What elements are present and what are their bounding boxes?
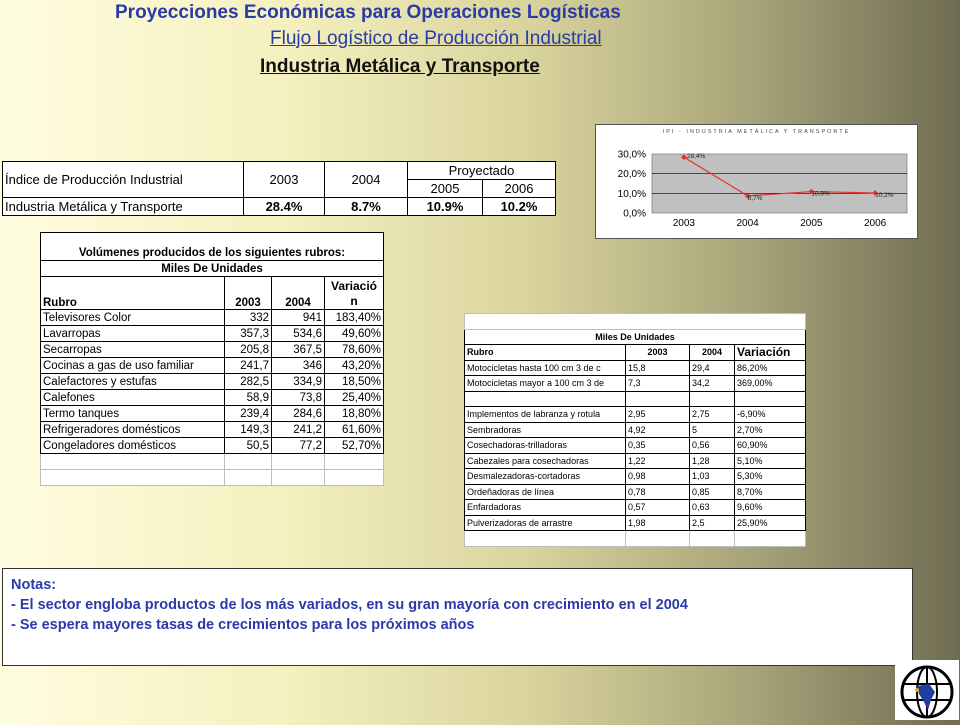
machinery-cell-2003: 1,22 xyxy=(626,453,690,469)
chart-plot-area xyxy=(652,154,907,213)
machinery-cell-rubro: Enfardadoras xyxy=(465,500,626,516)
machinery-cell-2004 xyxy=(690,391,735,407)
machinery-row xyxy=(465,360,806,376)
volumes-row xyxy=(41,438,384,454)
volumes-cell-2004: 534,6 xyxy=(272,326,325,342)
chart-x-tick-label: 2005 xyxy=(800,218,823,229)
volumes-cell-rubro: Cocinas a gas de uso familiar xyxy=(41,358,225,374)
volumes-cell-rubro: Termo tanques xyxy=(41,406,225,422)
volumes-row xyxy=(41,406,384,422)
volumes-cell-rubro: Congeladores domésticos xyxy=(41,438,225,454)
volumes-cell-variacion: 43,20% xyxy=(325,358,384,374)
volumes-row xyxy=(41,422,384,438)
volumes-cell-2003: 149,3 xyxy=(225,422,272,438)
machinery-cell-2004: 5 xyxy=(690,422,735,438)
volumes-title: Volúmenes producidos de los siguientes rubros: xyxy=(41,245,384,261)
machinery-row xyxy=(465,438,806,454)
ipi-value-2003: 28.4% xyxy=(244,198,325,216)
volumes-row xyxy=(41,310,384,326)
machinery-cell-rubro: Motocicletas hasta 100 cm 3 de c xyxy=(465,360,626,376)
machinery-cell-2003: 0,98 xyxy=(626,469,690,485)
machinery-header-2004: 2004 xyxy=(690,345,735,361)
volumes-cell-2004: 334,9 xyxy=(272,374,325,390)
machinery-row xyxy=(465,500,806,516)
machinery-row xyxy=(465,391,806,407)
machinery-cell-variacion: 60,90% xyxy=(735,438,806,454)
machinery-cell-variacion: 369,00% xyxy=(735,376,806,392)
ipi-chart xyxy=(595,124,918,239)
ipi-col-2005: 2005 xyxy=(408,180,483,198)
volumes-cell-2003: 241,7 xyxy=(225,358,272,374)
chart-data-label: 10,9% xyxy=(811,190,830,198)
volumes-cell-2004: 284,6 xyxy=(272,406,325,422)
chart-data-label: 8,7% xyxy=(747,194,763,202)
globe-logo xyxy=(895,660,959,720)
volumes-cell-2003: 50,5 xyxy=(225,438,272,454)
volumes-cell-2003: 239,4 xyxy=(225,406,272,422)
volumes-cell-2004: 346 xyxy=(272,358,325,374)
chart-y-tick-label: 30,0% xyxy=(617,149,646,161)
subtitle-link[interactable]: Flujo Logístico de Producción Industrial xyxy=(270,28,602,49)
machinery-row xyxy=(465,376,806,392)
machinery-cell-2004: 1,28 xyxy=(690,453,735,469)
machinery-header-rubro: Rubro xyxy=(465,345,626,361)
ipi-col-2004: 2004 xyxy=(325,162,408,198)
ipi-header-label: Índice de Producción Industrial xyxy=(3,162,244,198)
machinery-cell-variacion: 86,20% xyxy=(735,360,806,376)
main-title: Proyecciones Económicas para Operaciones Logísticas xyxy=(115,2,621,23)
chart-y-tick-label: 0,0% xyxy=(623,208,646,220)
volumes-cell-rubro: Refrigeradores domésticos xyxy=(41,422,225,438)
volumes-cell-2003: 205,8 xyxy=(225,342,272,358)
volumes-cell-variacion: 61,60% xyxy=(325,422,384,438)
machinery-row xyxy=(465,484,806,500)
chart-svg xyxy=(596,125,917,238)
chart-y-tick-label: 10,0% xyxy=(617,188,646,200)
notes-panel xyxy=(2,568,913,666)
machinery-cell-rubro: Cabezales para cosechadoras xyxy=(465,453,626,469)
volumes-header-2003: 2003 xyxy=(225,277,272,310)
machinery-cell-rubro: Motocicletas mayor a 100 cm 3 de xyxy=(465,376,626,392)
machinery-cell-2003: 1,98 xyxy=(626,515,690,531)
section-title: Industria Metálica y Transporte xyxy=(260,56,540,77)
machinery-cell-variacion: -6,90% xyxy=(735,407,806,423)
notes-heading: Notas: xyxy=(11,577,57,593)
volumes-header-2004: 2004 xyxy=(272,277,325,310)
volumes-cell-2003: 332 xyxy=(225,310,272,326)
machinery-row xyxy=(465,453,806,469)
machinery-title: Miles De Unidades xyxy=(465,329,806,345)
machinery-row xyxy=(465,515,806,531)
machinery-cell-variacion: 9,60% xyxy=(735,500,806,516)
machinery-row xyxy=(465,407,806,423)
machinery-cell-2003: 0,78 xyxy=(626,484,690,500)
machinery-cell-variacion: 8,70% xyxy=(735,484,806,500)
volumes-cell-variacion: 49,60% xyxy=(325,326,384,342)
machinery-row xyxy=(465,422,806,438)
chart-x-tick-label: 2006 xyxy=(864,218,887,229)
machinery-table xyxy=(464,313,806,547)
volumes-row xyxy=(41,342,384,358)
notes-line-2: - Se espera mayores tasas de crecimientos para los próximos años xyxy=(11,617,475,633)
volumes-cell-2004: 367,5 xyxy=(272,342,325,358)
machinery-cell-2003: 4,92 xyxy=(626,422,690,438)
volumes-cell-rubro: Calefones xyxy=(41,390,225,406)
volumes-row xyxy=(41,374,384,390)
volumes-header-rubro: Rubro xyxy=(41,277,225,310)
machinery-cell-variacion xyxy=(735,391,806,407)
machinery-cell-2004: 0,85 xyxy=(690,484,735,500)
volumes-cell-2004: 77,2 xyxy=(272,438,325,454)
volumes-cell-variacion: 18,50% xyxy=(325,374,384,390)
machinery-cell-2004: 29,4 xyxy=(690,360,735,376)
machinery-cell-rubro xyxy=(465,391,626,407)
machinery-cell-2004: 2,5 xyxy=(690,515,735,531)
ipi-col-2006: 2006 xyxy=(483,180,556,198)
volumes-cell-rubro: Calefactores y estufas xyxy=(41,374,225,390)
volumes-table xyxy=(40,232,384,486)
volumes-cell-variacion: 25,40% xyxy=(325,390,384,406)
machinery-row xyxy=(465,469,806,485)
ipi-table xyxy=(2,161,556,216)
machinery-cell-2003 xyxy=(626,391,690,407)
machinery-cell-2003: 0,35 xyxy=(626,438,690,454)
ipi-col-2003: 2003 xyxy=(244,162,325,198)
machinery-header-2003: 2003 xyxy=(626,345,690,361)
machinery-cell-variacion: 5,30% xyxy=(735,469,806,485)
machinery-cell-2003: 0,57 xyxy=(626,500,690,516)
chart-data-label: 10,2% xyxy=(875,191,894,199)
machinery-cell-rubro: Implementos de labranza y rotula xyxy=(465,407,626,423)
machinery-cell-2004: 2,75 xyxy=(690,407,735,423)
volumes-cell-variacion: 52,70% xyxy=(325,438,384,454)
notes-line-1: - El sector engloba productos de los más variados, en su gran mayoría con crecimiento en el 2004 xyxy=(11,597,688,613)
ipi-value-2005: 10.9% xyxy=(408,198,483,216)
volumes-row xyxy=(41,358,384,374)
machinery-cell-2004: 0,63 xyxy=(690,500,735,516)
volumes-cell-rubro: Televisores Color xyxy=(41,310,225,326)
chart-title: IPI - INDUSTRIA METÁLICA Y TRANSPORTE xyxy=(662,129,851,135)
chart-x-tick-label: 2004 xyxy=(736,218,759,229)
machinery-cell-rubro: Ordeñadoras de línea xyxy=(465,484,626,500)
chart-y-tick-label: 20,0% xyxy=(617,169,646,181)
machinery-cell-variacion: 5,10% xyxy=(735,453,806,469)
machinery-cell-2003: 15,8 xyxy=(626,360,690,376)
volumes-cell-2004: 241,2 xyxy=(272,422,325,438)
volumes-cell-rubro: Secarropas xyxy=(41,342,225,358)
volumes-subtitle: Miles De Unidades xyxy=(41,261,384,277)
machinery-cell-rubro: Cosechadoras-trilladoras xyxy=(465,438,626,454)
globe-logo-icon xyxy=(895,660,959,720)
machinery-header-variacion: Variación xyxy=(735,345,806,361)
machinery-cell-2004: 34,2 xyxy=(690,376,735,392)
ipi-value-2004: 8.7% xyxy=(325,198,408,216)
machinery-cell-2003: 7,3 xyxy=(626,376,690,392)
ipi-row-label: Industria Metálica y Transporte xyxy=(3,198,244,216)
volumes-cell-2004: 941 xyxy=(272,310,325,326)
volumes-row xyxy=(41,326,384,342)
machinery-cell-2003: 2,95 xyxy=(626,407,690,423)
volumes-header-variacion: Variació n xyxy=(325,277,384,310)
machinery-cell-rubro: Desmalezadoras-cortadoras xyxy=(465,469,626,485)
chart-data-label: 28,4% xyxy=(686,153,706,161)
machinery-cell-variacion: 25,90% xyxy=(735,515,806,531)
machinery-cell-2004: 1,03 xyxy=(690,469,735,485)
volumes-cell-2003: 357,3 xyxy=(225,326,272,342)
volumes-cell-variacion: 183,40% xyxy=(325,310,384,326)
volumes-cell-2004: 73,8 xyxy=(272,390,325,406)
volumes-cell-2003: 282,5 xyxy=(225,374,272,390)
ipi-value-2006: 10.2% xyxy=(483,198,556,216)
machinery-cell-rubro: Pulverizadoras de arrastre xyxy=(465,515,626,531)
volumes-row xyxy=(41,390,384,406)
machinery-cell-rubro: Sembradoras xyxy=(465,422,626,438)
machinery-cell-2004: 0,56 xyxy=(690,438,735,454)
machinery-cell-variacion: 2,70% xyxy=(735,422,806,438)
volumes-cell-rubro: Lavarropas xyxy=(41,326,225,342)
volumes-cell-2003: 58,9 xyxy=(225,390,272,406)
chart-x-tick-label: 2003 xyxy=(672,218,695,229)
volumes-cell-variacion: 18,80% xyxy=(325,406,384,422)
volumes-cell-variacion: 78,60% xyxy=(325,342,384,358)
ipi-projected-label: Proyectado xyxy=(408,162,556,180)
